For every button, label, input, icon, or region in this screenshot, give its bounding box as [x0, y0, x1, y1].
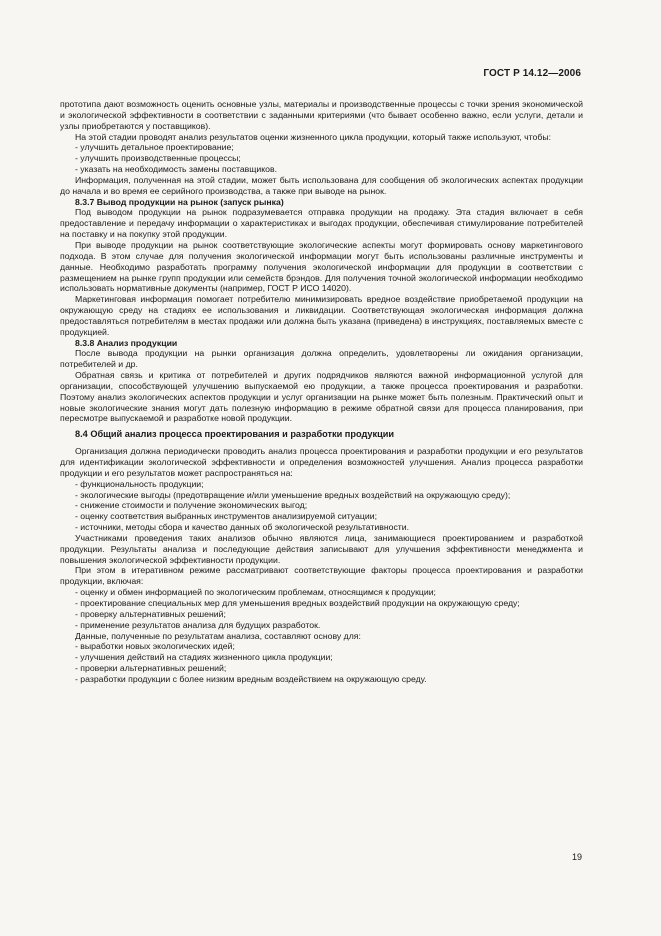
paragraph: прототипа дают возможность оценить основные узлы, материалы и производственные процессы с точки зрения экономической и экологической эффективности в соответствии с заданными критериями (что бывает особенно важно, если услуги, детали и узлы приобретаются у поставщиков).: [60, 99, 583, 131]
list-item: - снижение стоимости и получение экономических выгод;: [75, 500, 308, 511]
list-item: - проверки альтернативных решений;: [75, 663, 227, 674]
paragraph: При этом в итеративном режиме рассматривают соответствующие факторы процесса проектирования и разработки продукции, включая:: [60, 565, 583, 587]
list-item: - улучшения действий на стадиях жизненного цикла продукции;: [75, 652, 333, 663]
list-item: - улучшить детальное проектирование;: [75, 142, 234, 153]
list-item: - функциональность продукции;: [75, 478, 204, 489]
paragraph: Участниками проведения таких анализов обычно являются лица, занимающиеся проектированием и разработкой продукции. Результаты анализа и последующие действия записывают для улучшения эффективности менеджмента и повышения экологической эффективности продукции.: [60, 532, 583, 565]
list-item: - оценку и обмен информацией по экологическим проблемам, относящимся к продукции;: [75, 587, 436, 598]
subsection-heading: 8.3.7 Вывод продукции на рынок (запуск рынка): [75, 196, 284, 207]
paragraph: Обратная связь и критика от потребителей и других подрядчиков являются важной информационной услугой для организации, способствующей улучшению выпускаемой ею продукции, а также процесса проектирования и разработки. Поэтому анализ экологических аспектов продукции и услуг организации на рынке может быть полезным. Практический опыт и новые экологические знания могут дать полезную информацию в режиме обратной связи для процесса планирования, при пересмотре выпускаемой и разработке новой продукции.: [60, 370, 583, 424]
subsection-heading: 8.3.8 Анализ продукции: [75, 337, 178, 348]
document-body: [60, 99, 583, 685]
paragraph: После вывода продукции на рынки организация должна определить, удовлетворены ли ожидания организации, потребителей и др.: [60, 348, 583, 370]
list-item: - проектирование специальных мер для уменьшения вредных воздействий продукции на окружающую среду;: [75, 597, 520, 608]
paragraph: Информация, полученная на этой стадии, может быть использована для сообщения об экологических аспектах продукции до начала и во время ее серийного производства, а также при выводе на рынок.: [60, 174, 583, 196]
list-item: - экологические выгоды (предотвращение и/или уменьшение вредных воздействий на окружающую среду);: [75, 489, 511, 500]
list-item: - оценку соответствия выбранных инструментов анализируемой ситуации;: [75, 511, 377, 522]
list-item: - проверку альтернативных решений;: [75, 608, 226, 619]
paragraph: На этой стадии проводят анализ результатов оценки жизненного цикла продукции, который также используют, чтобы:: [75, 131, 551, 142]
list-item: - указать на необходимость замены поставщиков.: [75, 164, 278, 175]
list-item: - улучшить производственные процессы;: [75, 153, 241, 164]
list-item: - источники, методы сбора и качество данных об экологической результативности.: [75, 522, 410, 533]
paragraph: Организация должна периодически проводить анализ процесса проектирования и разработки продукции и его результатов для идентификации экологической эффективности и определения возможностей улучшения. Анализ процесса разработки продукции и его результатов может распространяться на:: [60, 446, 583, 478]
paragraph: Под выводом продукции на рынок подразумевается отправка продукции на продажу. Эта стадия включает в себя предоставление и передачу информации о характеристиках и выгодах продукции, обеспечивая стимулирование потребителей на поставку и на покупку этой продукции.: [60, 207, 583, 240]
paragraph: При выводе продукции на рынок соответствующие экологические аспекты могут формировать основу маркетингового подхода. В этом случае для получения экологической информации могут быть использованы различные инструменты и данные. Необходимо разработать программу получения экологической информации для продукции в соответствии с размещением на рынке групп продукции или семейств брэндов. Для получения точной экологической информации необходимо использовать нормативные документы (например, ГОСТ Р ИСО 14020).: [60, 239, 583, 294]
paragraph: Маркетинговая информация помогает потребителю минимизировать вредное воздействие приобретаемой продукции на окружающую среду на стадиях ее использования и ликвидации. Соответствующая экологическая информация должна предоставляться потребителям в местах продажи или должна быть указана (приведена) в инструкциях, поставляемых вместе с продукцией.: [60, 294, 583, 337]
list-item: - применение результатов анализа для будущих разработок.: [75, 619, 321, 630]
document-code-header: ГОСТ Р 14.12—2006: [483, 68, 581, 79]
list-item: - разработки продукции с более низким вредным воздействием на окружающую среду.: [75, 673, 427, 684]
paragraph: Данные, полученные по результатам анализа, составляют основу для:: [75, 630, 361, 641]
page-number: 19: [572, 852, 583, 862]
section-heading: 8.4 Общий анализ процесса проектирования и разработки продукции: [75, 429, 395, 440]
list-item: - выработки новых экологических идей;: [75, 641, 235, 652]
